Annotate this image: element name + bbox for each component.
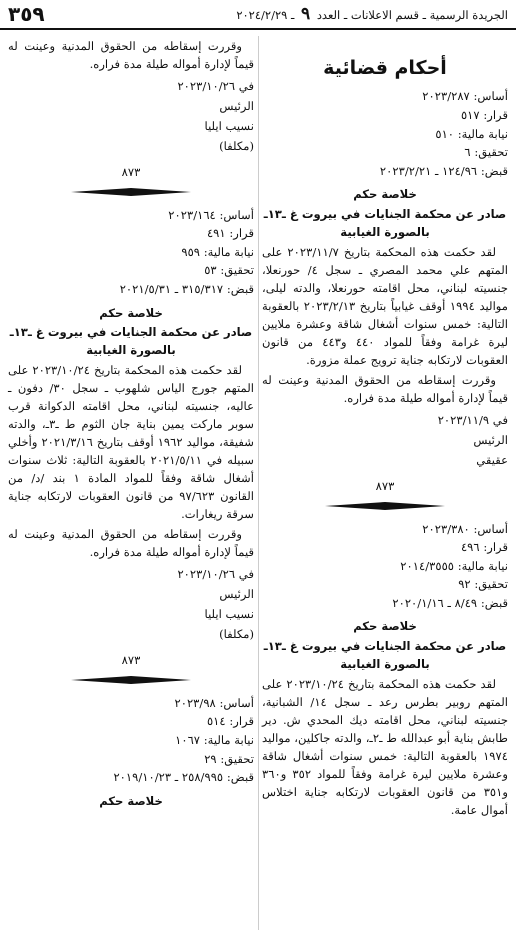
case-asas: أساس: ٢٠٢٣/١٦٤	[168, 207, 254, 222]
signer-title: الرئيس	[473, 432, 508, 447]
case-asas: أساس: ٢٠٢٣/٩٨	[174, 695, 254, 710]
absentia-line: بالصورة الغيابية	[340, 657, 430, 672]
summary-heading: خلاصة حكم	[353, 187, 417, 202]
left-column	[8, 36, 254, 813]
summary-heading: خلاصة حكم	[353, 619, 417, 634]
case-tahqiq: تحقيق: ٥٣	[204, 263, 254, 278]
case-tahqiq: تحقيق: ٢٩	[204, 751, 254, 766]
page-number: ٣٥٩	[8, 1, 45, 26]
page-header	[0, 0, 516, 30]
separator-ornament	[262, 502, 508, 510]
verdict-date: في ٢٠٢٣/١٠/٢٦	[177, 567, 254, 582]
case-qarar: قرار: ٥١٧	[460, 107, 508, 122]
signer-title: الرئيس	[219, 587, 254, 602]
issue-number: ٩	[301, 3, 311, 24]
separator-ornament	[8, 188, 254, 196]
case-niyaba: نيابة مالية: ١٠٦٧	[175, 733, 254, 748]
case-tahqiq: تحقيق: ٦	[464, 145, 508, 160]
case-niyaba: نيابة مالية: ٥١٠	[435, 126, 508, 141]
column-divider	[258, 36, 259, 930]
case-niyaba: نيابة مالية: ٩٥٩	[181, 244, 254, 259]
case-asas: أساس: ٢٠٢٣/٣٨٠	[422, 521, 508, 536]
case-block	[262, 520, 508, 820]
signer-name: نسيب ايليا	[204, 607, 254, 622]
forfeit-text: وقررت إسقاطه من الحقوق المدنية وعينت له قيماً لإدارة أمواله طيلة مدة فراره.	[8, 39, 254, 71]
signer-title: الرئيس	[219, 98, 254, 113]
reference-number: ٨٧٣	[121, 164, 141, 179]
reference-number: ٨٧٣	[121, 652, 141, 667]
case-qabd: قبض: ٢٥٨/٩٩٥ ـ ٢٠١٩/١٠/٢٣	[113, 770, 254, 785]
court-line: صادر عن محكمة الجنايات في بيروت غ ـ١٣ـ	[263, 639, 507, 654]
case-block	[8, 694, 254, 811]
reference-number: ٨٧٣	[375, 478, 395, 493]
signer-note: (مكلفا)	[219, 626, 254, 641]
case-qabd: قبض: ٨/٤٩ ـ ٢٠٢٠/١/١٦	[392, 595, 508, 610]
absentia-line: بالصورة الغيابية	[340, 225, 430, 240]
forfeit-text: وقررت إسقاطه من الحقوق المدنية وعينت له قيماً لإدارة أمواله طيلة مدة فراره.	[8, 527, 254, 560]
running-title	[236, 1, 508, 27]
forfeit-text: وقررت إسقاطه من الحقوق المدنية وعينت له قيماً لإدارة أمواله طيلة مدة فراره.	[262, 372, 508, 405]
verdict-text: لقد حكمت هذه المحكمة بتاريخ ٢٠٢٣/١١/٧ على المتهم علي محمد المصري ـ سجل ٤/ حورنعلا، جنسيته لبناني، محل اقامته حورنعلا، والدته ليلى، مواليد ١٩٩٤ أوقف غيابياً بتاريخ ٢٠٢٣/٢/١٣ بالعقوبة التالية: خمس سنوات أشغال شاقة وعشرة ملايين ليرة غرامة وفقاً للمواد ٤٤٠ و٤٤٣ من قانون العقوبات لارتكابه جناية ترويج عملة مزورة.	[262, 245, 508, 367]
verdict-date: في ٢٠٢٣/١١/٩	[437, 412, 508, 427]
publication-name: الجريدة الرسمية ـ قسم الاعلانات ـ العدد	[316, 7, 508, 22]
verdict-text: لقد حكمت هذه المحكمة بتاريخ ٢٠٢٣/١٠/٢٤ على المتهم جورج الياس شلهوب ـ سجل ٣٠/ دفون ـ عاليه، جنسيته لبناني، محل اقامته الدكوانة قرب سوبر ماركت يمين بناية جان الثوم ط ـ٣ـ، والدته شفيقة، مواليد ١٩٦٢ أوقف بتاريخ ٢٠٢١/٣/١٦ وأخلي سبيله في ٢٠٢١/٥/١١ بالعقوبة التالية: ثلاث سنوات أشغال شاقة وفقاً للمواد المادة ١ بند /د/ من القانون ٩٧/٦٢٣ من قانون العقوبات لارتكابه جناية سرقة ريغارات.	[8, 363, 255, 522]
court-line: صادر عن محكمة الجنايات في بيروت غ ـ١٣ـ	[9, 325, 253, 340]
case-qarar: قرار: ٤٩٦	[460, 540, 508, 555]
case-qarar: قرار: ٤٩١	[206, 226, 254, 241]
issue-date: ـ ٢٠٢٤/٢/٢٩	[236, 7, 295, 22]
signer-name: نسيب ايليا	[204, 118, 254, 133]
right-column	[262, 36, 508, 822]
case-tahqiq: تحقيق: ٩٢	[458, 577, 508, 592]
case-qabd: قبض: ٣١٥/٣١٧ ـ ٢٠٢١/٥/٣١	[119, 281, 254, 296]
court-line: صادر عن محكمة الجنايات في بيروت غ ـ١٣ـ	[263, 207, 507, 222]
verdict-date: في ٢٠٢٣/١٠/٢٦	[177, 78, 254, 93]
case-block	[262, 87, 508, 509]
separator-ornament	[8, 676, 254, 684]
case-block	[8, 38, 254, 196]
verdict-text: لقد حكمت هذه المحكمة بتاريخ ٢٠٢٣/١٠/٢٤ على المتهم روبير بطرس رعد ـ سجل ١٤/ الشبانية، جنسيته لبناني، محل اقامته ديك المحدي ش. دير طابش بناية أبو عبدالله ط ـ٢ـ، والدته جاكلين، مواليد ١٩٧٤ بالعقوبة التالية: خمس سنوات أشغال شاقة وعشرة ملايين ليرة غرامة وفقاً للمواد ٣٥٢ و٣٦٠ و٣٥١ من قانون العقوبات لارتكابه جناية اختلاس أموال عامة.	[262, 677, 508, 818]
section-title: أحكام قضائية	[323, 57, 447, 79]
absentia-line: بالصورة الغيابية	[86, 343, 176, 358]
case-asas: أساس: ٢٠٢٣/٢٨٧	[422, 89, 508, 104]
signer-name: عقيقي	[476, 452, 508, 467]
case-niyaba: نيابة مالية: ٢٠١٤/٣٥٥٥	[400, 558, 508, 573]
case-qabd: قبض: ١٢٤/٩٦ ـ ٢٠٢٣/٢/٢١	[379, 163, 508, 178]
summary-heading: خلاصة حكم	[99, 305, 163, 320]
case-qarar: قرار: ٥١٤	[206, 714, 254, 729]
signer-note: (مكلفا)	[219, 138, 254, 153]
case-block	[8, 206, 254, 684]
summary-heading: خلاصة حكم	[99, 793, 163, 808]
